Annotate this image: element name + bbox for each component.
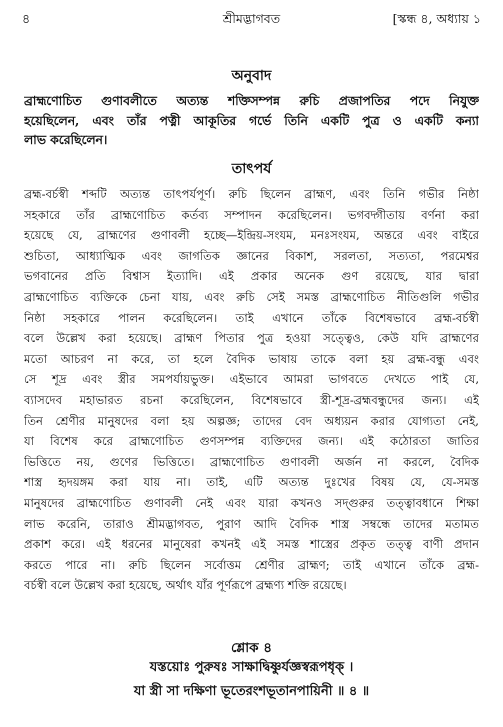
purport-line: সে শূদ্র এবং স্ত্রীর সমপর্যায়ভুক্ত। এইভাবে আমরা ভাগবতে দেখতে পাই যে, bbox=[24, 372, 479, 387]
purport-line: মানুষদের ব্রাহ্মণোচিত গুণাবলী নেই এবং যারা কখনও সদ্গুরুর তত্ত্বাবধানে শিক্ষা bbox=[24, 495, 479, 510]
purport-line: ব্রাহ্মণোচিত ব্যক্তিকে চেনা যায়, এবং রুচি সেই সমস্ত ব্রাহ্মণোচিত নীতিগুলি গভীর bbox=[24, 289, 479, 304]
purport-line: সহকারে তাঁর ব্রাহ্মণোচিত কর্তব্য সম্পাদন করেছিলেন। ভগবদ্গীতায় বর্ণনা করা bbox=[24, 207, 479, 222]
purport-line: নিষ্ঠা সহকারে পালন করেছিলেন। তাই এখানে তাঁকে বিশেষভাবে ব্রহ্ম-বর্চস্বী bbox=[24, 310, 479, 325]
purport-line: তিন শ্রেণীর মানুষদের বলা হয় অল্পজ্ঞ; তাদের বেদ অধ্যয়ন করার যোগ্যতা নেই, bbox=[24, 413, 479, 428]
purport-line: লাভ করেনি, তারাও শ্রীমদ্ভাগবত, পুরাণ আদি বৈদিক শাস্ত্র সম্বন্ধে তাদের মতামত bbox=[24, 516, 479, 531]
verse-line: যস্তয়োঃ পুরুষঃ সাক্ষাদ্বিষ্ণুর্যজ্ঞস্বরূপধৃক্ । bbox=[149, 660, 354, 675]
translation-text bbox=[24, 91, 479, 150]
purport-line: বর্চস্বী বলে উল্লেখ করা হয়েছে, অর্থাৎ যাঁর পূর্ণরূপে ব্রহ্মণ্য শক্তি রয়েছে। bbox=[24, 578, 347, 593]
purport-line: ব্রহ্ম-বর্চস্বী শব্দটি অত্যন্ত তাৎপর্যপূর্ণ। রুচি ছিলেন ব্রাহ্মণ, এবং তিনি গভীর নিষ্ঠা bbox=[24, 187, 479, 201]
page-header bbox=[22, 11, 481, 31]
purport-line: করতে পারে না। রুচি ছিলেন সর্বোত্তম শ্রেণীর ব্রাহ্মণ; তাই এখানে তাঁকে ব্রহ্ম- bbox=[24, 557, 479, 572]
translation-line: হয়েছিলেন, এবং তাঁর পত্নী আকূতির গর্ভে তিনি একটি পুত্র ও একটি কন্যা bbox=[24, 112, 479, 128]
purport-line: শুচিতা, আধ্যাত্মিক এবং জাগতিক জ্ঞানের বিকাশ, সরলতা, সত্যতা, পরমেশ্বর bbox=[24, 248, 479, 263]
purport-line: মতো আচরণ না করে, তা হলে বৈদিক ভাষায় তাকে বলা হয় ব্রহ্ম-বন্ধু এবং bbox=[24, 351, 479, 366]
verse-text bbox=[0, 656, 503, 704]
purport-heading: তাৎপর্য bbox=[231, 161, 272, 177]
verse-heading: শ্লোক ৪ bbox=[230, 640, 273, 656]
purport-line: যা বিশেষ করে ব্রাহ্মণোচিত গুণসম্পন্ন ব্যক্তিদের জন্য। এই কঠোরতা জাতির bbox=[24, 434, 479, 449]
book-title: শ্রীমদ্ভাগবত bbox=[222, 11, 281, 26]
purport-line: প্রকাশ করে। এই ধরনের মানুষেরা কখনই এই সমস্ত শাস্ত্রের প্রকৃত তত্ত্ব বাণী প্রদান bbox=[24, 537, 479, 552]
translation-line: ব্রাহ্মণোচিত গুণাবলীতে অত্যন্ত শক্তিসম্পন্ন রুচি প্রজাপতির পদে নিযুক্ত bbox=[24, 93, 479, 108]
purport-line: বলে উল্লেখ করা হয়েছে। ব্রাহ্মণ পিতার পুত্র হওয়া সত্ত্বেও, কেউ যদি ব্রাহ্মণের bbox=[24, 331, 479, 346]
purport-line: শাস্ত্র হৃদয়ঙ্গম করা যায় না। তাই, এটি অত্যন্ত দুঃখের বিষয় যে, যে-সমস্ত bbox=[24, 475, 479, 490]
purport-line: ভিত্তিতে নয়, গুণের ভিত্তিতে। ব্রাহ্মণোচিত গুণাবলী অর্জন না করলে, বৈদিক bbox=[24, 454, 479, 469]
purport-line: ব্যাসদেব মহাভারত রচনা করেছিলেন, বিশেষভাবে স্ত্রী-শূদ্র-ব্রহ্মবন্ধুদের জন্য। এই bbox=[24, 392, 479, 407]
purport-line: হয়েছে যে, ব্রাহ্মণের গুণাবলী হচ্ছে—ইন্দ্রিয়-সংযম, মনঃসংযম, অন্তরে এবং বাইরে bbox=[24, 228, 479, 243]
page-number: ৪ bbox=[22, 11, 31, 26]
translation-heading: অনুবাদ bbox=[231, 68, 272, 84]
purport-text bbox=[24, 184, 479, 596]
translation-line: লাভ করেছিলেন। bbox=[24, 132, 108, 147]
verse-line: যা স্ত্রী সা দক্ষিণা ভূতেরংশভূতানপায়িনী ॥ ৪ ॥ bbox=[133, 684, 370, 699]
chapter-reference: [স্কন্ধ ৪, অধ্যায় ১ bbox=[392, 11, 481, 26]
purport-line: ভগবানের প্রতি বিশ্বাস ইত্যাদি। এই প্রকার অনেক গুণ রয়েছে, যার দ্বারা bbox=[24, 269, 479, 284]
